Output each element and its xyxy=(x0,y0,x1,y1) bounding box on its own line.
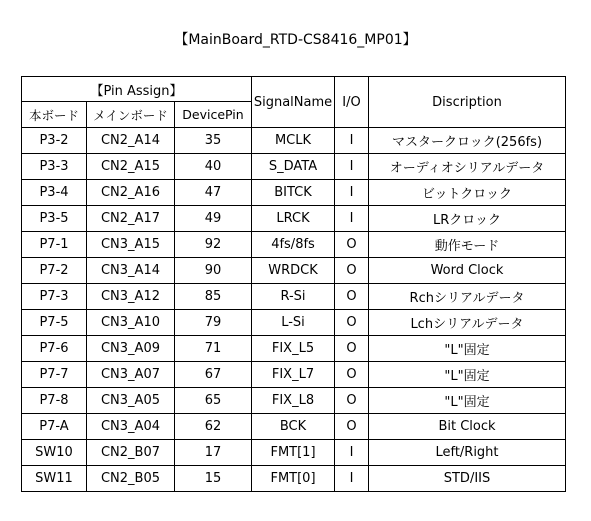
main-board-cell: CN2_A15 xyxy=(87,154,175,180)
description-cell: STD/IIS xyxy=(369,466,566,492)
main-board-cell: CN3_A05 xyxy=(87,388,175,414)
device-pin-cell: 85 xyxy=(175,284,252,310)
device-pin-cell: 17 xyxy=(175,440,252,466)
main-board-cell: CN2_A14 xyxy=(87,128,175,154)
description-cell: "L"固定 xyxy=(369,388,566,414)
table-row xyxy=(22,336,566,362)
device-pin-cell: 65 xyxy=(175,388,252,414)
device-pin-cell: 90 xyxy=(175,258,252,284)
hon-board-cell: P7-7 xyxy=(22,362,87,388)
hon-board-cell: P7-3 xyxy=(22,284,87,310)
io-header: I/O xyxy=(335,77,369,128)
io-cell: O xyxy=(335,388,369,414)
hon-board-cell: P7-A xyxy=(22,414,87,440)
table-row xyxy=(22,258,566,284)
signal-name-cell: FIX_L7 xyxy=(252,362,335,388)
io-cell: I xyxy=(335,206,369,232)
document-title: 【MainBoard_RTD-CS8416_MP01】 xyxy=(174,32,417,48)
signal-name-cell: L-Si xyxy=(252,310,335,336)
description-cell: Rchシリアルデータ xyxy=(369,284,566,310)
device-pin-cell: 40 xyxy=(175,154,252,180)
description-cell: Left/Right xyxy=(369,440,566,466)
hon-board-cell: P7-2 xyxy=(22,258,87,284)
io-cell: O xyxy=(335,258,369,284)
signal-name-cell: WRDCK xyxy=(252,258,335,284)
hon-board-header: 本ボード xyxy=(22,102,87,128)
signal-name-cell: FMT[0] xyxy=(252,466,335,492)
description-cell: 動作モード xyxy=(369,232,566,258)
description-cell: Bit Clock xyxy=(369,414,566,440)
hon-board-cell: P7-1 xyxy=(22,232,87,258)
io-cell: O xyxy=(335,362,369,388)
description-cell: LRクロック xyxy=(369,206,566,232)
device-pin-cell: 71 xyxy=(175,336,252,362)
hon-board-cell: P7-8 xyxy=(22,388,87,414)
io-cell: I xyxy=(335,466,369,492)
device-pin-cell: 62 xyxy=(175,414,252,440)
main-board-cell: CN3_A14 xyxy=(87,258,175,284)
table-row xyxy=(22,466,566,492)
io-cell: O xyxy=(335,336,369,362)
table-row xyxy=(22,154,566,180)
table-row xyxy=(22,180,566,206)
main-board-cell: CN3_A15 xyxy=(87,232,175,258)
table-row xyxy=(22,128,566,154)
hon-board-cell: P3-4 xyxy=(22,180,87,206)
table-row xyxy=(22,206,566,232)
table-row xyxy=(22,388,566,414)
hon-board-cell: P3-2 xyxy=(22,128,87,154)
description-cell: オーディオシリアルデータ xyxy=(369,154,566,180)
signal-name-cell: 4fs/8fs xyxy=(252,232,335,258)
device-pin-cell: 15 xyxy=(175,466,252,492)
hon-board-cell: P3-5 xyxy=(22,206,87,232)
description-cell: ビットクロック xyxy=(369,180,566,206)
io-cell: I xyxy=(335,154,369,180)
description-cell: "L"固定 xyxy=(369,336,566,362)
hon-board-cell: P7-6 xyxy=(22,336,87,362)
io-cell: I xyxy=(335,128,369,154)
device-pin-cell: 92 xyxy=(175,232,252,258)
device-pin-cell: 79 xyxy=(175,310,252,336)
io-cell: O xyxy=(335,414,369,440)
main-board-cell: CN2_A17 xyxy=(87,206,175,232)
main-board-cell: CN2_A16 xyxy=(87,180,175,206)
device-pin-cell: 49 xyxy=(175,206,252,232)
io-cell: I xyxy=(335,180,369,206)
table-header-row xyxy=(22,77,566,102)
device-pin-cell: 35 xyxy=(175,128,252,154)
main-board-cell: CN3_A12 xyxy=(87,284,175,310)
description-header: Discription xyxy=(369,77,566,128)
signal-name-cell: S_DATA xyxy=(252,154,335,180)
signal-name-cell: BITCK xyxy=(252,180,335,206)
io-cell: O xyxy=(335,232,369,258)
signal-name-cell: FIX_L5 xyxy=(252,336,335,362)
hon-board-cell: SW11 xyxy=(22,466,87,492)
device-pin-header: DevicePin xyxy=(175,102,252,128)
signal-name-cell: FMT[1] xyxy=(252,440,335,466)
signal-name-cell: MCLK xyxy=(252,128,335,154)
hon-board-cell: SW10 xyxy=(22,440,87,466)
table-row xyxy=(22,362,566,388)
main-board-cell: CN2_B05 xyxy=(87,466,175,492)
main-board-cell: CN3_A04 xyxy=(87,414,175,440)
table-row xyxy=(22,440,566,466)
device-pin-cell: 67 xyxy=(175,362,252,388)
table-row xyxy=(22,414,566,440)
io-cell: I xyxy=(335,440,369,466)
hon-board-cell: P3-3 xyxy=(22,154,87,180)
signal-name-cell: R-Si xyxy=(252,284,335,310)
description-cell: マスタークロック(256fs) xyxy=(369,128,566,154)
table-body xyxy=(22,128,566,492)
table-row xyxy=(22,284,566,310)
hon-board-cell: P7-5 xyxy=(22,310,87,336)
signal-name-cell: LRCK xyxy=(252,206,335,232)
signal-name-cell: FIX_L8 xyxy=(252,388,335,414)
main-board-cell: CN2_B07 xyxy=(87,440,175,466)
main-board-header: メインボード xyxy=(87,102,175,128)
description-cell: "L"固定 xyxy=(369,362,566,388)
pin-assign-group-header: 【Pin Assign】 xyxy=(22,77,252,102)
description-cell: Word Clock xyxy=(369,258,566,284)
table-row xyxy=(22,310,566,336)
io-cell: O xyxy=(335,310,369,336)
table-row xyxy=(22,232,566,258)
main-board-cell: CN3_A07 xyxy=(87,362,175,388)
io-cell: O xyxy=(335,284,369,310)
description-cell: Lchシリアルデータ xyxy=(369,310,566,336)
signal-name-header: SignalName xyxy=(252,77,335,128)
device-pin-cell: 47 xyxy=(175,180,252,206)
main-board-cell: CN3_A10 xyxy=(87,310,175,336)
main-board-cell: CN3_A09 xyxy=(87,336,175,362)
signal-name-cell: BCK xyxy=(252,414,335,440)
pin-assign-table xyxy=(21,76,566,492)
